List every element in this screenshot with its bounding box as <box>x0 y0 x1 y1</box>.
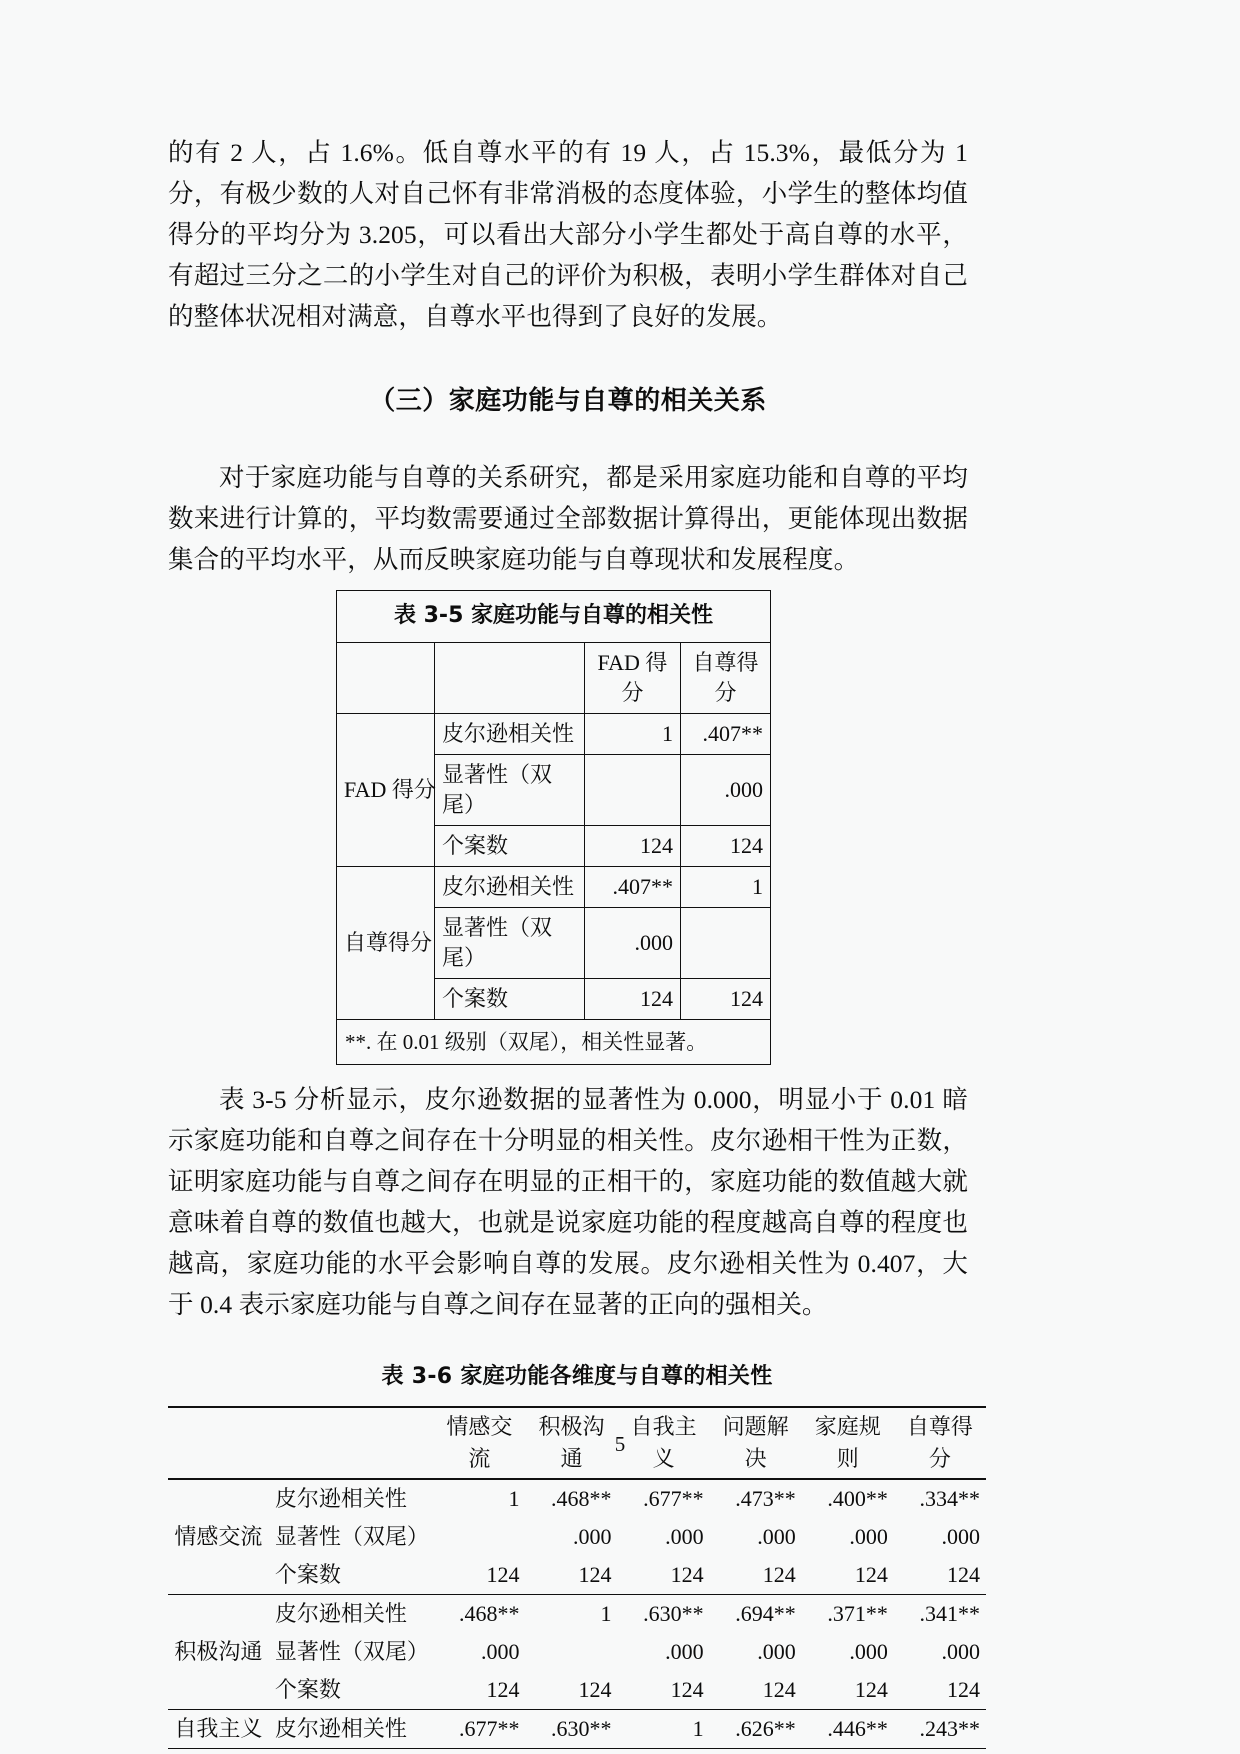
stat-label: 皮尔逊相关性 <box>435 867 585 908</box>
cell-value: 124 <box>578 1562 612 1587</box>
paragraph-intro: 对于家庭功能与自尊的关系研究，都是采用家庭功能和自尊的平均数来进行计算的，平均数需要通过全部数据计算得出，更能体现出数据集合的平均水平，从而反映家庭功能与自尊现状和发展程度。 <box>168 463 968 574</box>
cell-value: 124 <box>947 1677 980 1702</box>
cell-value: .407** <box>585 867 681 908</box>
cell-value: .000 <box>849 1524 888 1549</box>
table-3-5-container <box>168 590 968 1065</box>
cell-value: .630** <box>618 1595 710 1634</box>
cell-value: .000 <box>757 1524 796 1549</box>
table-row <box>168 1633 986 1671</box>
page-number: 5 <box>614 1432 626 1456</box>
table-row <box>168 1556 986 1595</box>
cell-value: .626** <box>710 1710 802 1749</box>
cell-value: 124 <box>762 1677 796 1702</box>
cell-value: .000 <box>585 908 681 979</box>
cell-value: .000 <box>681 755 771 826</box>
cell-value: .000 <box>573 1524 612 1549</box>
cell-value: .341** <box>894 1595 986 1634</box>
row-group-label: 积极沟通 <box>168 1595 269 1710</box>
cell-value: 124 <box>947 1562 980 1587</box>
header-positive-communication: 积极沟通 <box>525 1407 617 1479</box>
page-content <box>168 132 980 1749</box>
table-row <box>337 714 771 755</box>
cell-value: .000 <box>941 1524 980 1549</box>
header-selfesteem-score: 自尊得分 <box>894 1407 986 1479</box>
cell-value: .407** <box>681 714 771 755</box>
header-egoism: 自我主义 <box>618 1407 710 1479</box>
table-row-caption <box>337 591 771 643</box>
header-fad-score: FAD 得分 <box>585 643 681 714</box>
header-blank-2 <box>435 643 585 714</box>
table-row-header <box>337 643 771 714</box>
stat-label: 个案数 <box>435 979 585 1020</box>
cell-value: .000 <box>849 1639 888 1664</box>
cell-value: 124 <box>762 1562 796 1587</box>
table-row <box>168 1595 986 1634</box>
cell-value: .000 <box>665 1524 704 1549</box>
table-row <box>337 867 771 908</box>
cell-value: 124 <box>854 1677 888 1702</box>
table-3-6 <box>168 1343 986 1749</box>
row-group-label: 情感交流 <box>174 1524 263 1549</box>
table-3-5-footnote: **. 在 0.01 级别（双尾），相关性显著。 <box>337 1020 771 1065</box>
cell-value <box>585 755 681 826</box>
paragraph-analysis: 表 3-5 分析显示，皮尔逊数据的显著性为 0.000，明显小于 0.01 暗示家庭功能和自尊之间存在十分明显的相关性。皮尔逊相干性为正数，证明家庭功能与自尊之间存在明显的正相干的，家庭功能的数值越大就意味着自尊的数值也越大，也就是说家庭功能的程度越高自尊的程度也越高，家庭功能的水平会影响自尊的发展。皮尔逊相关性为 0.407，大于 0.4 表示家庭功能与自尊之间存在显著的正向的强相关。 <box>168 1085 968 1319</box>
cell-value <box>433 1518 525 1556</box>
table-row <box>168 1671 986 1710</box>
row-group-selfesteem: 自尊得分 <box>337 867 435 1020</box>
cell-value: .400** <box>827 1486 888 1511</box>
table-3-6-container <box>168 1343 980 1749</box>
cell-value: 124 <box>578 1677 612 1702</box>
cell-value: 124 <box>854 1562 888 1587</box>
cell-value: 124 <box>585 979 681 1020</box>
cell-value: 124 <box>670 1562 704 1587</box>
cell-value <box>525 1633 617 1671</box>
cell-value: .243** <box>894 1710 986 1749</box>
stat-label: 个案数 <box>274 1677 341 1702</box>
table-3-5 <box>336 590 771 1065</box>
stat-label: 皮尔逊相关性 <box>269 1595 433 1634</box>
header-selfesteem-score: 自尊得分 <box>681 643 771 714</box>
stat-label: 个案数 <box>435 826 585 867</box>
header-family-rules: 家庭规则 <box>802 1407 894 1479</box>
table-3-5-caption: 表 3-5 家庭功能与自尊的相关性 <box>337 591 771 643</box>
cell-value: .000 <box>480 1639 520 1664</box>
cell-value: .000 <box>665 1639 704 1664</box>
cell-value: .446** <box>802 1710 894 1749</box>
stat-label: 显著性（双尾） <box>274 1639 429 1664</box>
cell-value: 124 <box>486 1677 520 1702</box>
cell-value: .473** <box>735 1486 796 1511</box>
cell-value: .677** <box>433 1710 525 1749</box>
cell-value: 124 <box>585 826 681 867</box>
cell-value: .000 <box>757 1639 796 1664</box>
spacer <box>168 1065 968 1079</box>
cell-value: .694** <box>710 1595 802 1634</box>
row-group-label: 自我主义 <box>168 1710 269 1749</box>
cell-value: .371** <box>802 1595 894 1634</box>
table-row <box>168 1710 986 1749</box>
table-row <box>168 1479 986 1518</box>
cell-value: 1 <box>585 714 681 755</box>
stat-label: 个案数 <box>274 1562 341 1587</box>
cell-value: 1 <box>681 867 771 908</box>
header-problem-solving: 问题解决 <box>710 1407 802 1479</box>
table-row <box>168 1518 986 1556</box>
cell-value: .334** <box>919 1486 980 1511</box>
cell-value: .000 <box>941 1639 980 1664</box>
cell-value: 1 <box>618 1710 710 1749</box>
cell-value: .468** <box>551 1486 612 1511</box>
cell-value: 1 <box>508 1486 520 1511</box>
row-group-fad: FAD 得分 <box>337 714 435 867</box>
cell-value: 124 <box>681 826 771 867</box>
table-row-footnote <box>337 1020 771 1065</box>
table-3-6-caption: 表 3-6 家庭功能各维度与自尊的相关性 <box>381 1364 773 1389</box>
cell-value: 124 <box>670 1677 704 1702</box>
paragraph-continuation: 的有 2 人，占 1.6%。低自尊水平的有 19 人，占 15.3%，最低分为 1 分，有极少数的人对自己怀有非常消极的态度体验，小学生的整体均值得分的平均分为 3.205，可以看出大部分小学生都处于高自尊的水平，有超过三分之二的小学生对自己的评价为积极，表明小学生群体对自己的整体状况相对满意，自尊水平也得到了良好的发展。 <box>168 138 968 331</box>
cell-value: .677** <box>643 1486 704 1511</box>
cell-value: .468** <box>433 1595 525 1634</box>
stat-label: 皮尔逊相关性 <box>274 1486 407 1511</box>
section-heading: （三）家庭功能与自尊的相关关系 <box>369 386 767 416</box>
stat-label: 显著性（双尾） <box>274 1524 429 1549</box>
stat-label: 显著性（双尾） <box>435 755 585 826</box>
spacer <box>168 421 968 457</box>
cell-value: 124 <box>486 1562 520 1587</box>
cell-value <box>681 908 771 979</box>
stat-label: 皮尔逊相关性 <box>269 1710 433 1749</box>
header-emotional-exchange: 情感交流 <box>433 1407 525 1479</box>
cell-value: 124 <box>681 979 771 1020</box>
stat-label: 皮尔逊相关性 <box>435 714 585 755</box>
cell-value: .630** <box>525 1710 617 1749</box>
stat-label: 显著性（双尾） <box>435 908 585 979</box>
cell-value: 1 <box>525 1595 617 1634</box>
header-blank-1 <box>337 643 435 714</box>
